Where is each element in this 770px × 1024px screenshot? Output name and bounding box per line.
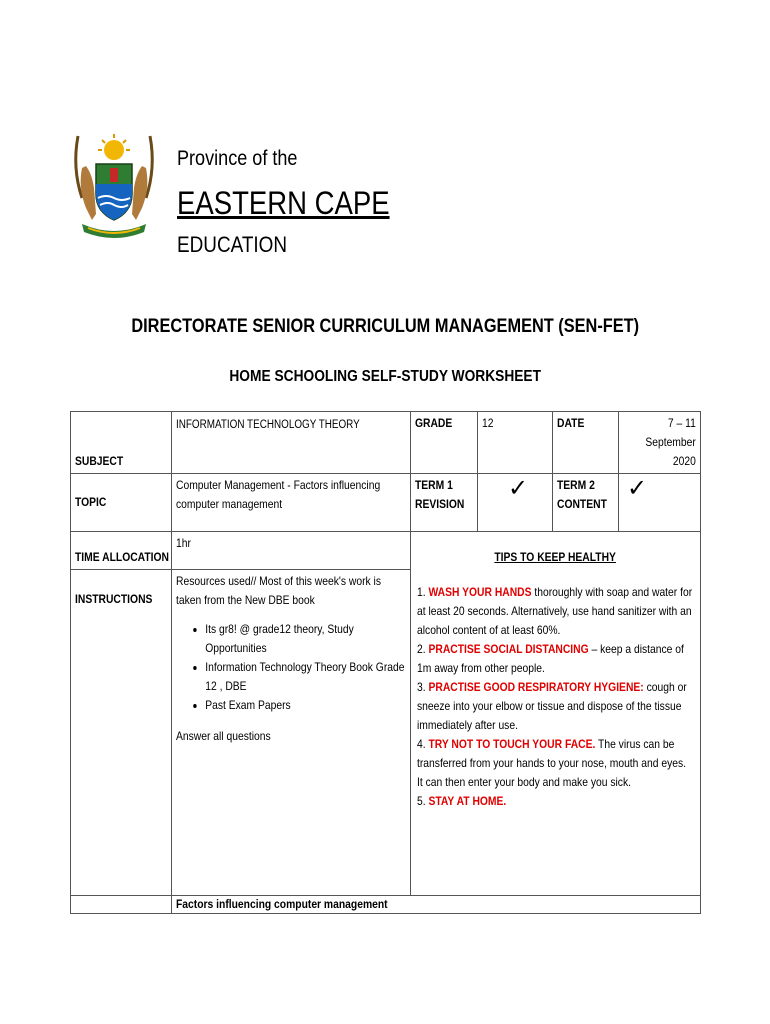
date-label: DATE — [557, 416, 585, 430]
topic-value: Computer Management - Factors influencing computer management — [176, 478, 381, 511]
date-label-cell — [553, 412, 619, 474]
tip-highlight: WASH YOUR HANDS — [428, 585, 532, 599]
resources-list — [176, 620, 405, 715]
footer-cell — [172, 896, 701, 914]
tip-highlight: STAY AT HOME. — [428, 794, 507, 808]
tip-highlight: PRACTISE SOCIAL DISTANCING — [428, 642, 589, 656]
worksheet-info-table — [70, 411, 701, 914]
time-label-cell — [71, 532, 172, 570]
instructions-value-cell — [172, 570, 411, 896]
eastern-cape-coat-of-arms-logo — [68, 128, 160, 244]
province-name: EASTERN CAPE — [177, 185, 390, 221]
term2-label-cell — [553, 474, 619, 532]
tip-number: 1. — [417, 585, 426, 599]
date-value-cell — [619, 412, 701, 474]
tip-item — [417, 640, 693, 678]
footer-empty-cell — [71, 896, 172, 914]
list-item: • Its gr8! @ grade12 theory, Study Opportunities — [205, 620, 405, 658]
term1-label-cell — [411, 474, 478, 532]
tip-text: – keep a distance of 1m away from other people. — [417, 642, 684, 675]
grade-label: GRADE — [415, 416, 453, 430]
department-name: EDUCATION — [177, 232, 288, 257]
topic-label: TOPIC — [75, 495, 107, 509]
health-tips-cell — [411, 532, 701, 896]
worksheet-title: HOME SCHOOLING SELF-STUDY WORKSHEET — [229, 368, 541, 385]
tips-list — [417, 583, 693, 811]
tip-item — [417, 678, 693, 735]
time-value-cell — [172, 532, 411, 570]
term2-label: TERM 2 CONTENT — [557, 478, 607, 511]
tip-text: cough or sneeze into your elbow or tissue and dispose of the tissue immediately after use. — [417, 680, 687, 732]
instructions-label-cell — [71, 570, 172, 896]
tip-number: 3. — [417, 680, 426, 694]
resources-intro: Resources used// Most of this week's work is taken from the New DBE book — [176, 574, 382, 607]
subject-label: SUBJECT — [75, 454, 124, 468]
tip-highlight: TRY NOT TO TOUCH YOUR FACE. — [428, 737, 596, 751]
term1-check-cell — [478, 474, 553, 532]
tip-item — [417, 792, 693, 811]
tip-number: 5. — [417, 794, 426, 808]
topic-value-cell — [172, 474, 411, 532]
health-tips — [417, 548, 693, 811]
tip-text: The virus can be transferred from your hands to your nose, mouth and eyes. It can then enter your body and make you sick. — [417, 737, 687, 789]
directorate-heading: DIRECTORATE SENIOR CURRICULUM MANAGEMENT (SEN-FET) — [131, 316, 639, 337]
table-row — [71, 896, 701, 914]
topic-label-cell — [71, 474, 172, 532]
term1-label: TERM 1 REVISION — [415, 478, 465, 511]
date-value: 7 – 11 September 2020 — [645, 416, 696, 468]
province-line: Province of the — [177, 147, 298, 170]
time-label: TIME ALLOCATION — [75, 550, 170, 564]
table-row — [71, 532, 701, 570]
tip-highlight: PRACTISE GOOD RESPIRATORY HYGIENE: — [428, 680, 644, 694]
term2-check-cell — [619, 474, 701, 532]
check-icon: ✓ — [508, 474, 529, 502]
tip-text: thoroughly with soap and water for at least 20 seconds. Alternatively, use hand sanitizer with an alcohol content of at least 60%. — [417, 585, 693, 637]
instructions — [176, 572, 405, 746]
subject-value: INFORMATION TECHNOLOGY THEORY — [176, 419, 360, 431]
subject-label-cell — [71, 412, 172, 474]
list-item: • Information Technology Theory Book Grade 12 , DBE — [205, 658, 405, 696]
footer-topic: Factors influencing computer management — [176, 897, 388, 911]
grade-label-cell — [411, 412, 478, 474]
grade-value-cell — [478, 412, 553, 474]
subject-value-cell — [172, 412, 411, 474]
tips-title: TIPS TO KEEP HEALTHY — [494, 550, 616, 564]
grade-value: 12 — [482, 416, 494, 430]
tip-item — [417, 583, 693, 640]
time-value: 1hr — [176, 536, 191, 550]
list-item: • Past Exam Papers — [205, 696, 405, 715]
answer-note: Answer all questions — [176, 729, 271, 743]
table-row — [71, 412, 701, 474]
tip-number: 2. — [417, 642, 426, 656]
tip-number: 4. — [417, 737, 426, 751]
check-icon: ✓ — [627, 474, 648, 502]
table-row — [71, 474, 701, 532]
tip-item — [417, 735, 693, 792]
instructions-label: INSTRUCTIONS — [75, 592, 153, 606]
